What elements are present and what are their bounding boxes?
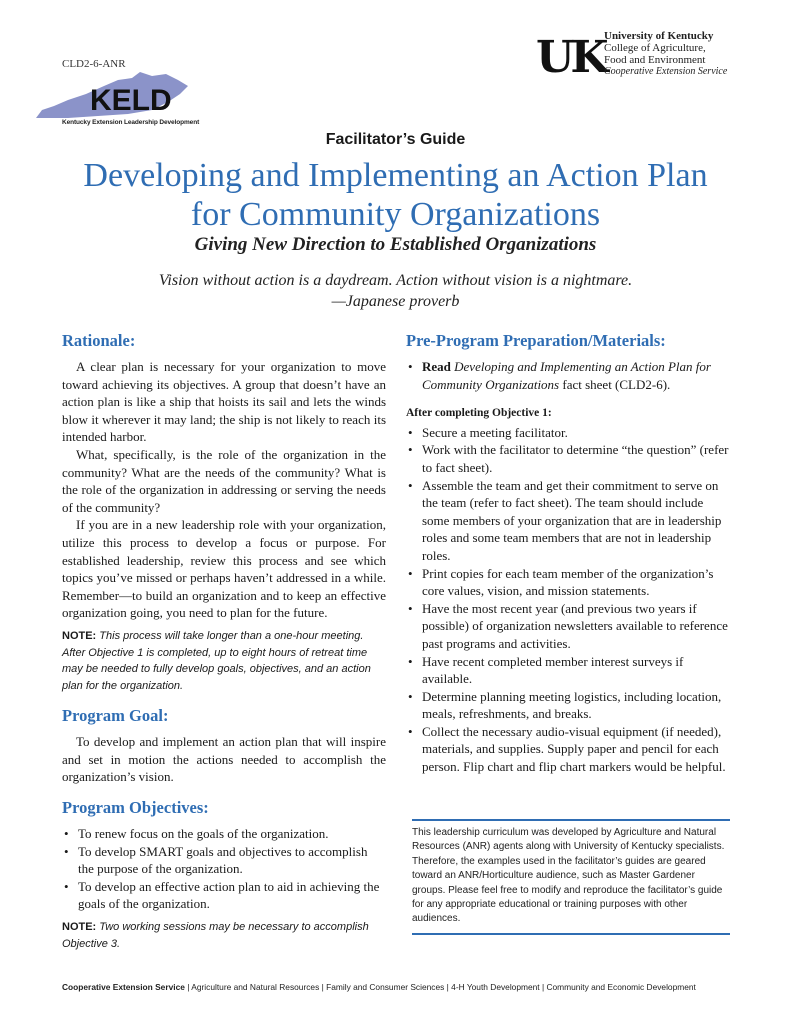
- quote-text: Vision without action is a daydream. Action without vision is a nightmare.: [158, 272, 633, 289]
- goal-heading: Program Goal:: [62, 706, 169, 726]
- note-text: This process will take longer than a one-hour meeting. After Objective 1 is completed, up to eight hours of retreat time may be needed to fully develop goals, objectives, and an action plan for the organization.: [62, 629, 371, 692]
- title-line-2: for Community Organizations: [190, 196, 601, 233]
- read-rest: fact sheet (CLD2-6).: [562, 376, 671, 392]
- list-item: • To develop an effective action plan to aid in achieving the goals of the organization.: [62, 878, 386, 913]
- uk-university: University of Kentucky: [604, 30, 714, 42]
- keld-logo-text: KELD: [90, 84, 172, 117]
- objectives-heading: Program Objectives:: [62, 798, 209, 818]
- rationale-paragraph-2: What, specifically, is the role of the organization in the community? What are the needs of the community? What is the role of the organization in addressing or serving the needs of the community?: [62, 446, 386, 515]
- list-item: [406, 358, 730, 393]
- footer: [62, 982, 696, 992]
- read-label: Read: [422, 359, 451, 374]
- list-item: • Have the most recent year (and previous two years if possible) of organization newsletters available to reference past programs and activities.: [406, 600, 730, 653]
- curriculum-note-box: This leadership curriculum was developed by Agriculture and Natural Resources (ANR) agents along with University of Kentucky specialists. Therefore, the examples used in the facilitator’s guides are geared toward an ANR/Horticulture audience, such as Master Gardener groups. Please feel free to modify and reproduce the facilitator’s guide for any appropriate educational or training purposes with other audiences.: [412, 819, 730, 935]
- note-text: Two working sessions may be necessary to accomplish Objective 3.: [62, 921, 369, 950]
- guide-label: Facilitator’s Guide: [325, 131, 466, 148]
- rationale-paragraph-3: If you are in a new leadership role with your organization, utilize this process to develop a focus or purpose. For established leadership, review this process and see which topics you’ve missed or perhaps haven’t addressed in a while. Remember—to build an organization and to keep an effective organization going, you need to plan for the future.: [62, 517, 386, 621]
- list-item: • Assemble the team and get their commitment to serve on the team (refer to fact sheet). The team should include some members of your organization that are in leadership roles and some team members that are not in leadership roles.: [406, 477, 730, 565]
- uk-logo: [536, 30, 605, 83]
- uk-college-line2: Food and Environment: [604, 54, 706, 66]
- epigraph-quote: [0, 270, 791, 312]
- prep-subheading: After completing Objective 1:: [406, 407, 552, 420]
- rationale-heading: Rationale:: [62, 331, 136, 350]
- footer-rest: | Agriculture and Natural Resources | Family and Consumer Sciences | 4-H Youth Development | Community and Economic Development: [184, 982, 696, 992]
- prep-heading: Pre-Program Preparation/Materials:: [406, 331, 666, 350]
- rationale-note: [62, 628, 386, 694]
- title-line-1: Developing and Implementing an Action Plan: [83, 157, 708, 194]
- list-item: • Collect the necessary audio-visual equipment (if needed), materials, and supplies. Supply paper and pencil for each person. Flip chart and flip chart markers would be helpful.: [406, 723, 730, 776]
- list-item: • To develop SMART goals and objectives to accomplish the purpose of the organization.: [62, 843, 386, 878]
- left-column: [62, 331, 386, 952]
- quote-attribution: —Japanese proverb: [331, 293, 460, 310]
- publication-code: CLD2-6-ANR: [62, 58, 126, 70]
- footer-bold: Cooperative Extension Service: [62, 982, 185, 992]
- uk-extension: Cooperative Extension Service: [604, 66, 728, 77]
- uk-affiliation: [604, 30, 727, 78]
- document-subtitle: Giving New Direction to Established Organizations: [194, 234, 597, 255]
- uk-college-line1: College of Agriculture,: [604, 42, 706, 54]
- note-label: NOTE:: [62, 629, 97, 642]
- read-title: Developing and Implementing an Action Plan for Community Organizations: [422, 359, 711, 392]
- document-title: [0, 156, 791, 234]
- list-item: • Secure a meeting facilitator.: [406, 424, 730, 442]
- right-column: [406, 331, 730, 776]
- prep-list: [406, 424, 730, 776]
- note-label: NOTE:: [62, 921, 97, 934]
- prep-read-list: [406, 358, 730, 393]
- list-item: • Have recent completed member interest surveys if available.: [406, 653, 730, 688]
- list-item: • Work with the facilitator to determine “the question” (refer to fact sheet).: [406, 441, 730, 476]
- keld-subtitle: Kentucky Extension Leadership Development: [62, 119, 200, 126]
- list-item: • Print copies for each team member of the organization’s core values, vision, and mission statements.: [406, 565, 730, 600]
- objectives-note: [62, 919, 386, 952]
- objectives-list: [62, 825, 386, 913]
- rationale-paragraph-1: A clear plan is necessary for your organization to move toward achieving its objectives. A group that doesn’t have an action plan is like a ship that hoists its sail and lets the winds blow it wherever it may land; the ship is not likely to reach its intended harbor.: [62, 359, 386, 445]
- list-item: • Determine planning meeting logistics, including location, meals, refreshments, and breaks.: [406, 688, 730, 723]
- goal-text: To develop and implement an action plan that will inspire and set in motion the actions needed to accomplish the organization’s vision.: [62, 734, 386, 785]
- uk-logo-text: UK: [536, 32, 605, 83]
- list-item: • To renew focus on the goals of the organization.: [62, 825, 386, 843]
